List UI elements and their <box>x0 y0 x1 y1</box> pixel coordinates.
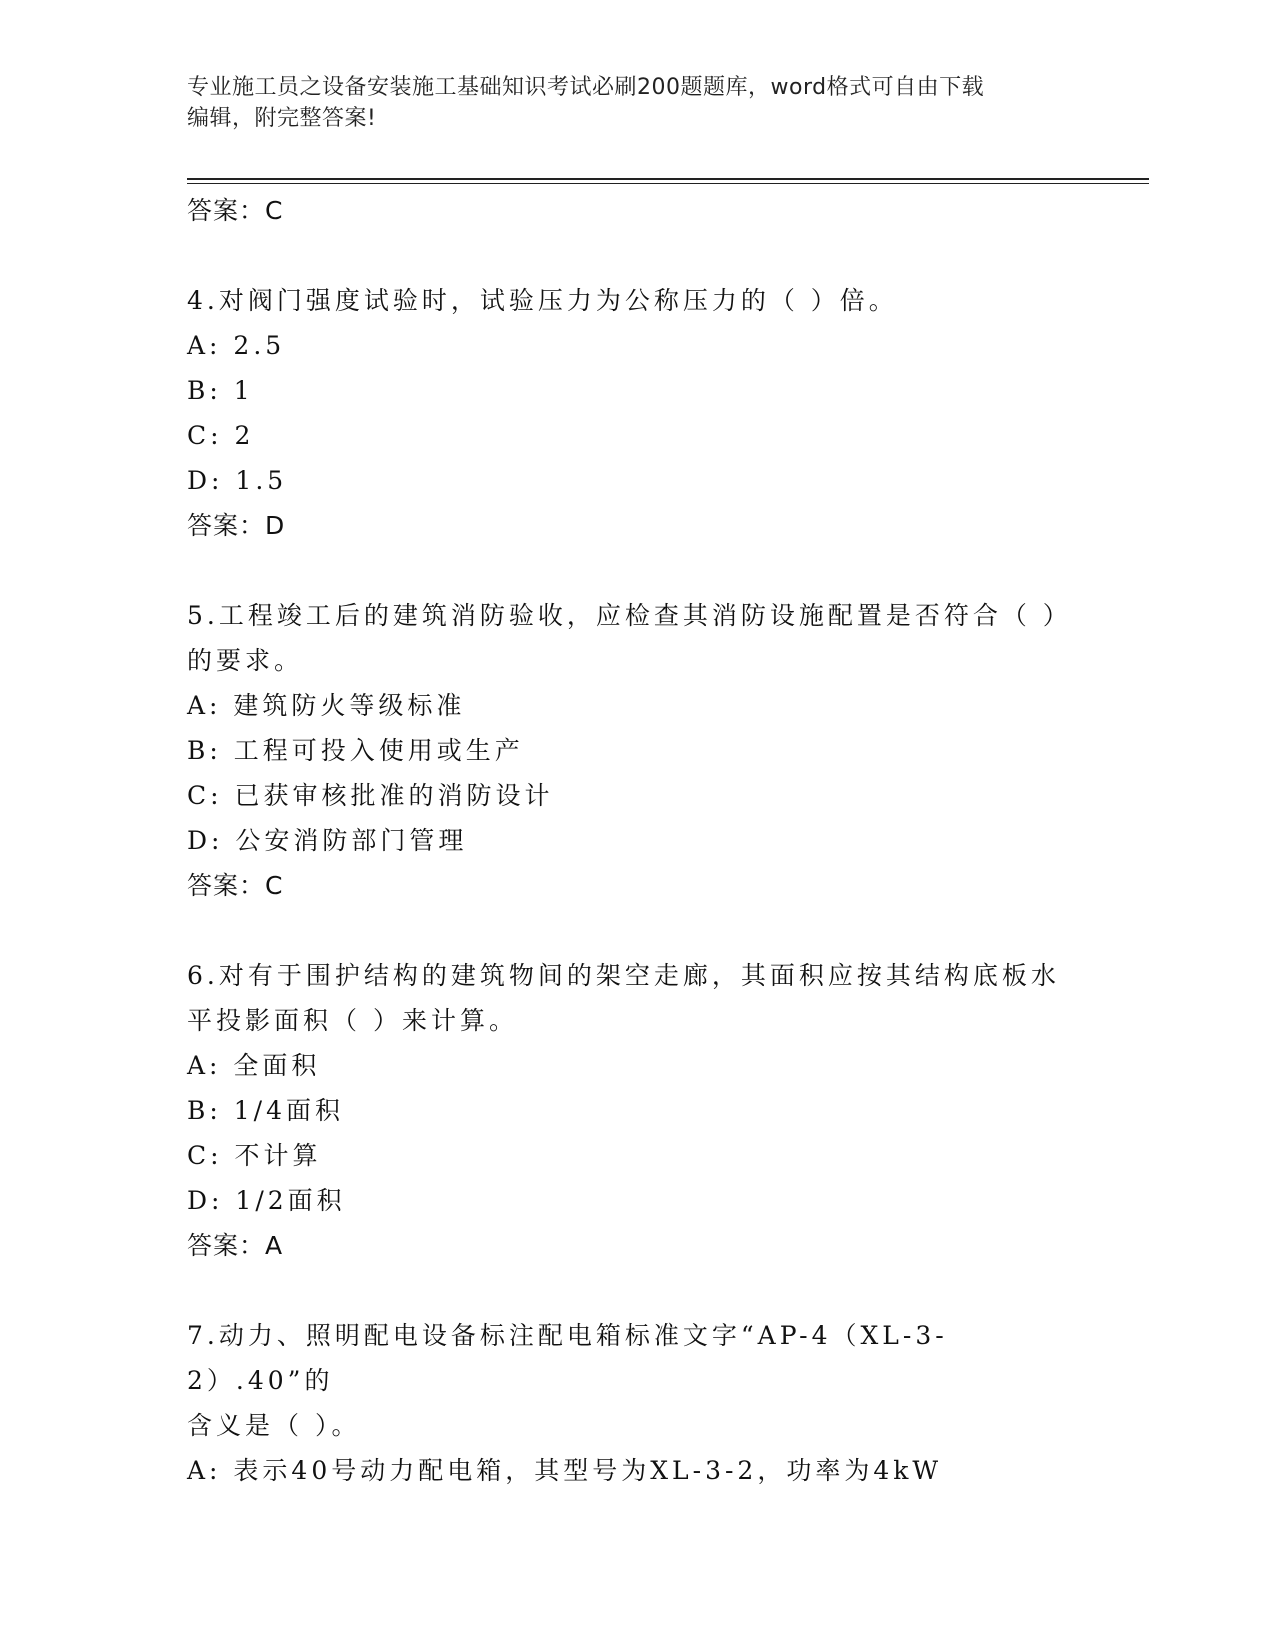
question-4 <box>187 278 1087 548</box>
header-line-1: 专业施工员之设备安装施工基础知识考试必刷200题题库，word格式可自由下载 <box>187 75 985 100</box>
previous-answer: 答案：C <box>187 196 284 225</box>
question-list <box>187 188 1087 1493</box>
spacer <box>187 233 1087 278</box>
option-b: B: 1 <box>187 376 254 405</box>
spacer <box>187 548 1087 593</box>
header-divider-thin <box>187 183 1149 184</box>
question-text: 5.工程竣工后的建筑消防验收，应检查其消防设施配置是否符合（ ） <box>187 601 1072 630</box>
option-c: C: 2 <box>187 421 255 450</box>
question-text: 6.对有于围护结构的建筑物间的架空走廊，其面积应按其结构底板水 <box>187 961 1060 990</box>
option-a: A: 2.5 <box>187 331 286 360</box>
spacer <box>187 1268 1087 1313</box>
option-c: C: 不计算 <box>187 1141 322 1170</box>
question-text-continued: 的要求。 <box>187 646 304 675</box>
question-text-continued: 平投影面积（ ）来计算。 <box>187 1006 518 1035</box>
option-a: A: 建筑防火等级标准 <box>187 691 466 720</box>
header-divider-thick <box>187 178 1149 180</box>
option-a: A: 表示40号动力配电箱，其型号为XL-3-2，功率为4kW <box>187 1456 943 1485</box>
question-text-continued: 含义是（ ）。 <box>187 1411 361 1440</box>
option-b: B: 1/4面积 <box>187 1096 344 1125</box>
question-5 <box>187 593 1087 908</box>
option-d: D: 公安消防部门管理 <box>187 826 468 855</box>
document-header <box>187 72 1067 134</box>
answer: 答案：A <box>187 1231 284 1260</box>
option-a: A: 全面积 <box>187 1051 321 1080</box>
option-c: C: 已获审核批准的消防设计 <box>187 781 554 810</box>
header-line-2: 编辑，附完整答案! <box>187 106 377 131</box>
question-text: 4.对阀门强度试验时，试验压力为公称压力的（ ）倍。 <box>187 286 898 315</box>
option-b: B: 工程可投入使用或生产 <box>187 736 524 765</box>
question-7 <box>187 1313 1087 1493</box>
answer: 答案：D <box>187 511 286 540</box>
spacer <box>187 908 1087 953</box>
option-d: D: 1/2面积 <box>187 1186 346 1215</box>
answer: 答案：C <box>187 871 284 900</box>
option-d: D: 1.5 <box>187 466 288 495</box>
question-6 <box>187 953 1087 1268</box>
question-text: 7.动力、照明配电设备标注配电箱标准文字“AP-4（XL-3-2）.40”的 <box>187 1321 948 1395</box>
